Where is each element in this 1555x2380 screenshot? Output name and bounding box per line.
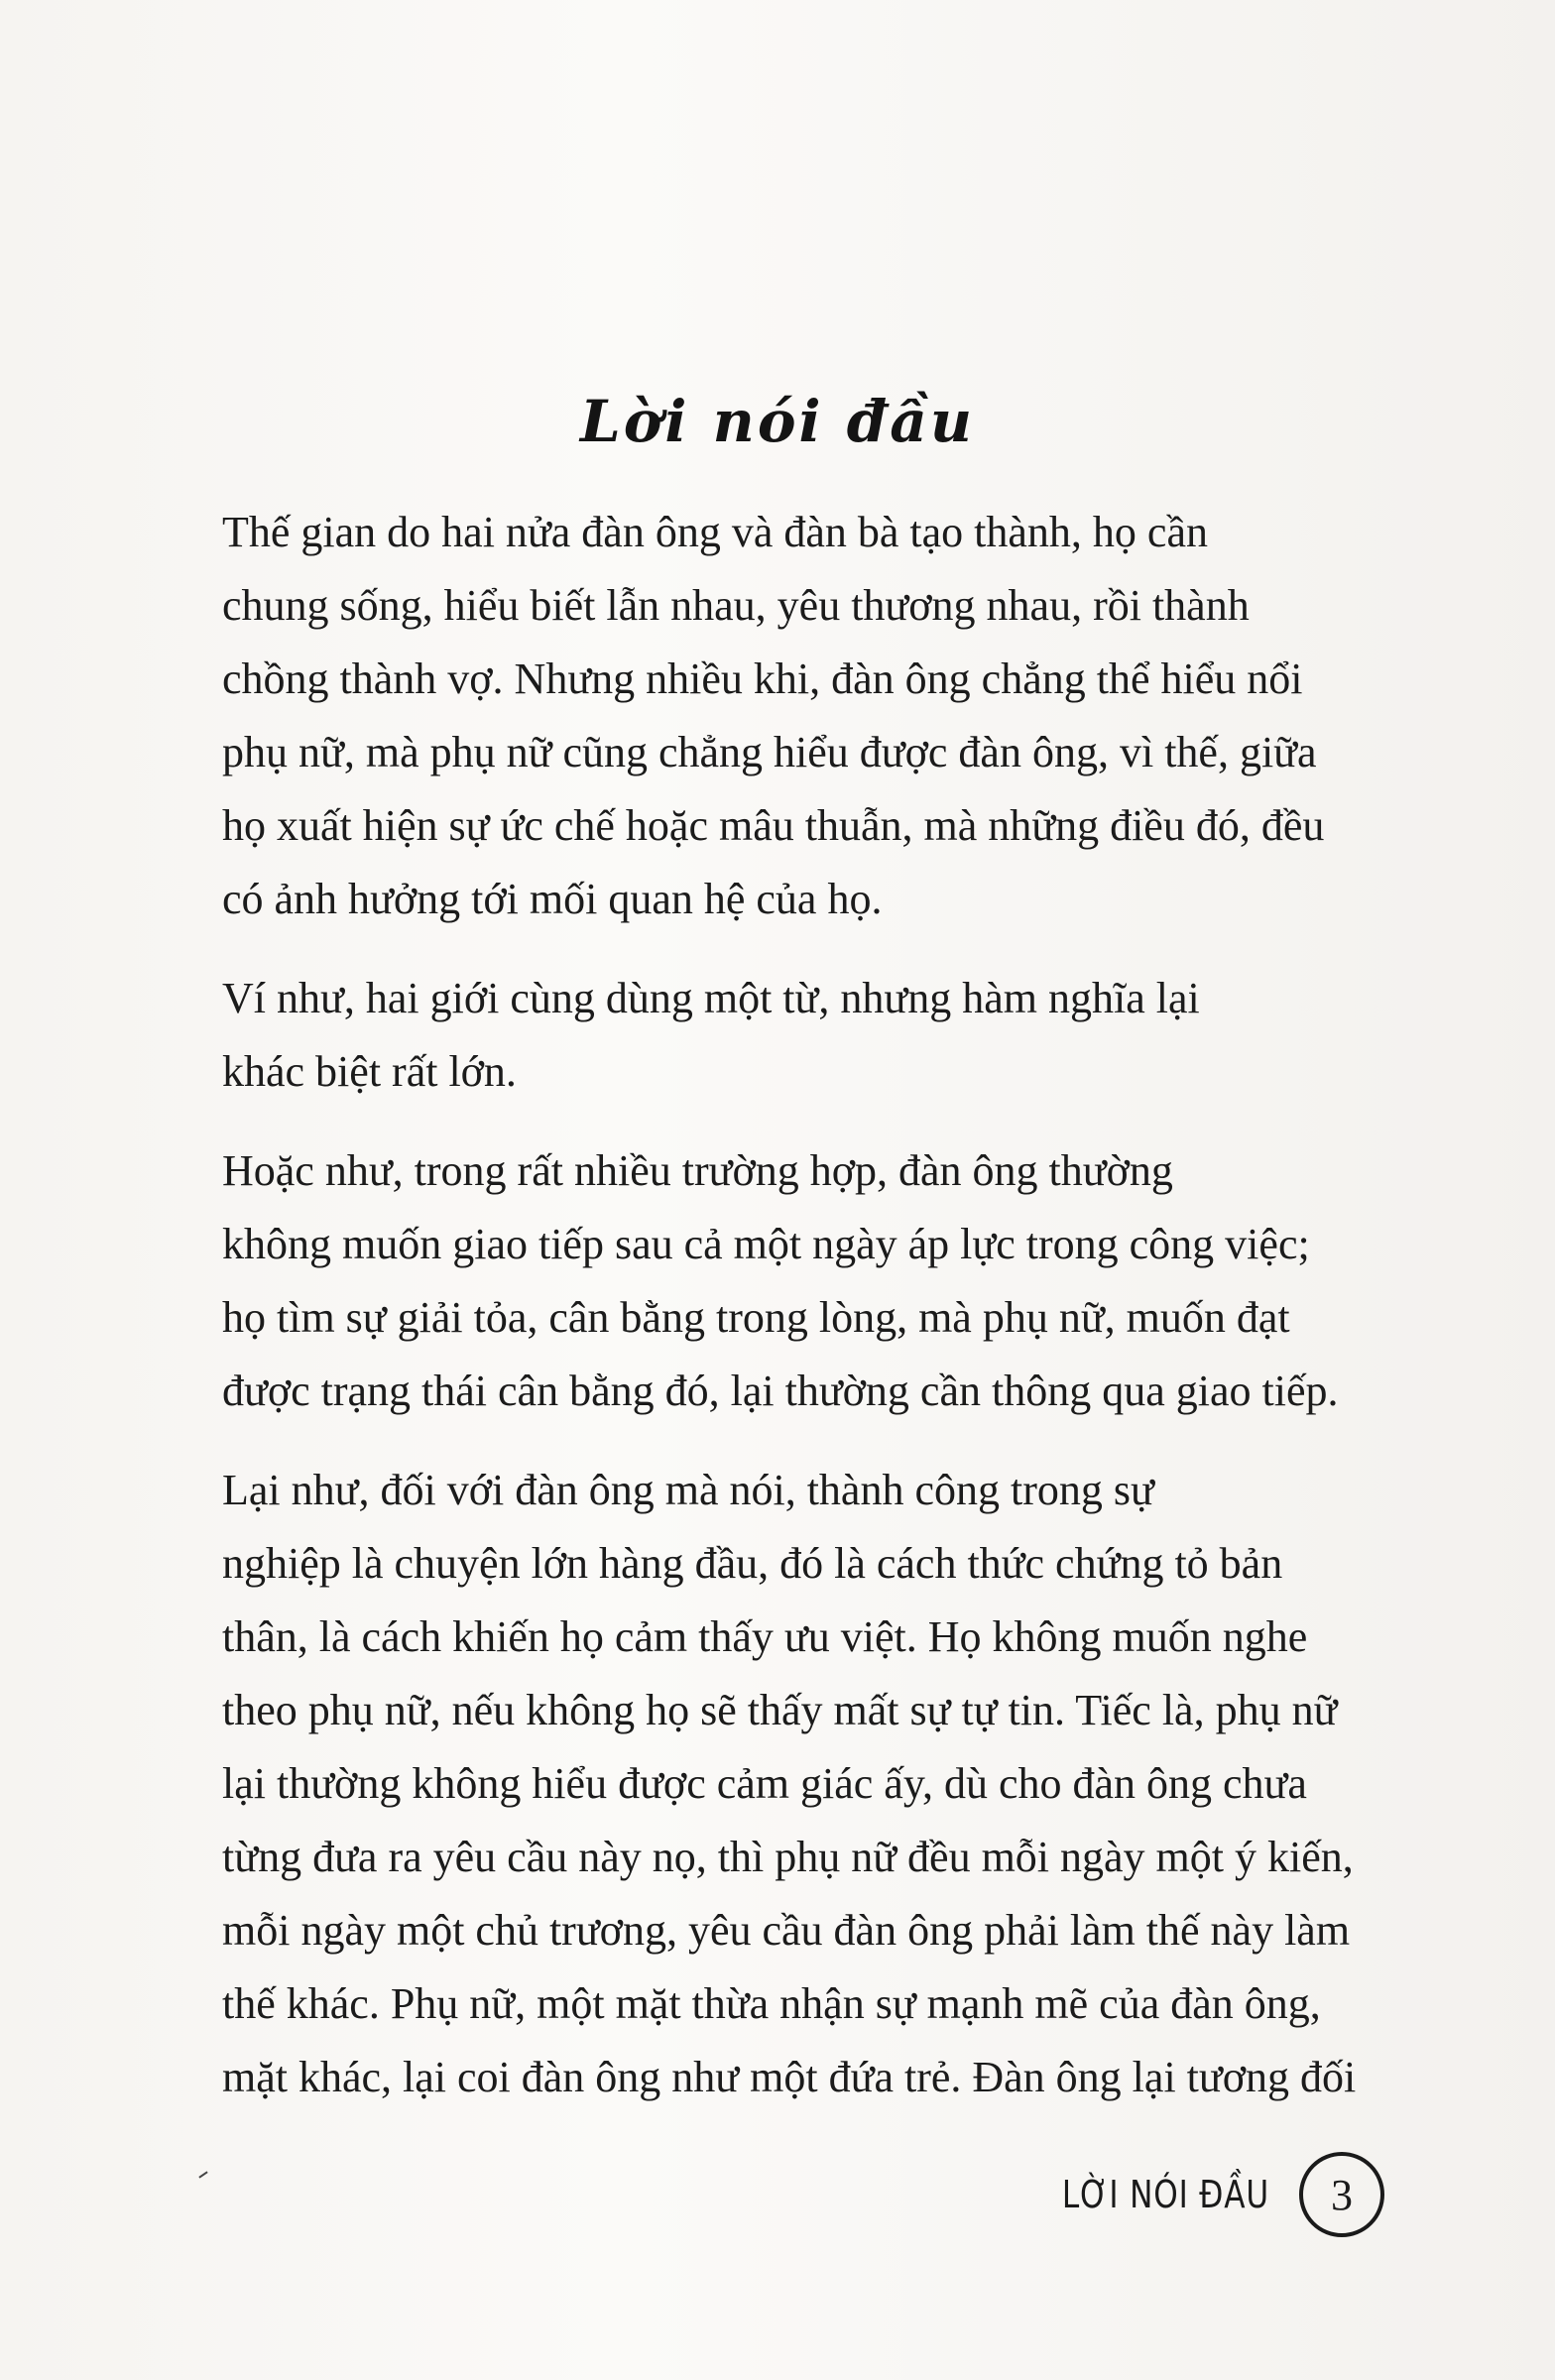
page-title: Lời nói đầu bbox=[579, 387, 976, 455]
text-line: được trạng thái cân bằng đó, lại thường cần thông qua giao tiếp. bbox=[222, 1367, 1339, 1415]
text-line: họ xuất hiện sự ức chế hoặc mâu thuẫn, mà những điều đó, đều bbox=[222, 801, 1325, 850]
stray-pen-mark bbox=[198, 2171, 207, 2178]
paragraph-2 bbox=[222, 962, 1369, 1109]
text-line: Hoặc như, trong rất nhiều trường hợp, đàn ông thường bbox=[222, 1146, 1173, 1195]
text-line: theo phụ nữ, nếu không họ sẽ thấy mất sự tự tin. Tiếc là, phụ nữ bbox=[222, 1686, 1338, 1734]
text-line: chồng thành vợ. Nhưng nhiều khi, đàn ông chẳng thể hiểu nổi bbox=[222, 654, 1303, 703]
paragraph-4 bbox=[222, 1454, 1369, 2114]
text-line: từng đưa ra yêu cầu này nọ, thì phụ nữ đều mỗi ngày một ý kiến, bbox=[222, 1833, 1354, 1881]
paragraph-1 bbox=[222, 496, 1369, 936]
text-line: họ tìm sự giải tỏa, cân bằng trong lòng, mà phụ nữ, muốn đạt bbox=[222, 1293, 1290, 1342]
paragraph-3 bbox=[222, 1134, 1369, 1428]
text-line: Thế gian do hai nửa đàn ông và đàn bà tạo thành, họ cần bbox=[222, 508, 1208, 556]
text-line: phụ nữ, mà phụ nữ cũng chẳng hiểu được đàn ông, vì thế, giữa bbox=[222, 728, 1317, 776]
page-footer bbox=[1017, 2150, 1384, 2239]
text-line: chung sống, hiểu biết lẫn nhau, yêu thương nhau, rồi thành bbox=[222, 581, 1250, 630]
text-line: Lại như, đối với đàn ông mà nói, thành công trong sự bbox=[222, 1466, 1154, 1514]
body-text bbox=[222, 496, 1369, 2140]
running-footer-label: LỜI NÓI ĐẦU bbox=[1061, 2173, 1269, 2216]
text-line: không muốn giao tiếp sau cả một ngày áp lực trong công việc; bbox=[222, 1220, 1310, 1268]
text-line: lại thường không hiểu được cảm giác ấy, dù cho đàn ông chưa bbox=[222, 1759, 1307, 1808]
text-line: nghiệp là chuyện lớn hàng đầu, đó là cách thức chứng tỏ bản bbox=[222, 1539, 1283, 1588]
text-line: Ví như, hai giới cùng dùng một từ, nhưng hàm nghĩa lại bbox=[222, 974, 1200, 1022]
text-line: thế khác. Phụ nữ, một mặt thừa nhận sự mạnh mẽ của đàn ông, bbox=[222, 1979, 1321, 2028]
page-number: 3 bbox=[1299, 2152, 1384, 2237]
text-line: khác biệt rất lớn. bbox=[222, 1047, 517, 1096]
text-line: có ảnh hưởng tới mối quan hệ của họ. bbox=[222, 875, 883, 923]
text-line: mỗi ngày một chủ trương, yêu cầu đàn ông phải làm thế này làm bbox=[222, 1906, 1351, 1955]
text-line: thân, là cách khiến họ cảm thấy ưu việt. Họ không muốn nghe bbox=[222, 1612, 1308, 1661]
text-line: mặt khác, lại coi đàn ông như một đứa trẻ. Đàn ông lại tương đối bbox=[222, 2053, 1357, 2101]
